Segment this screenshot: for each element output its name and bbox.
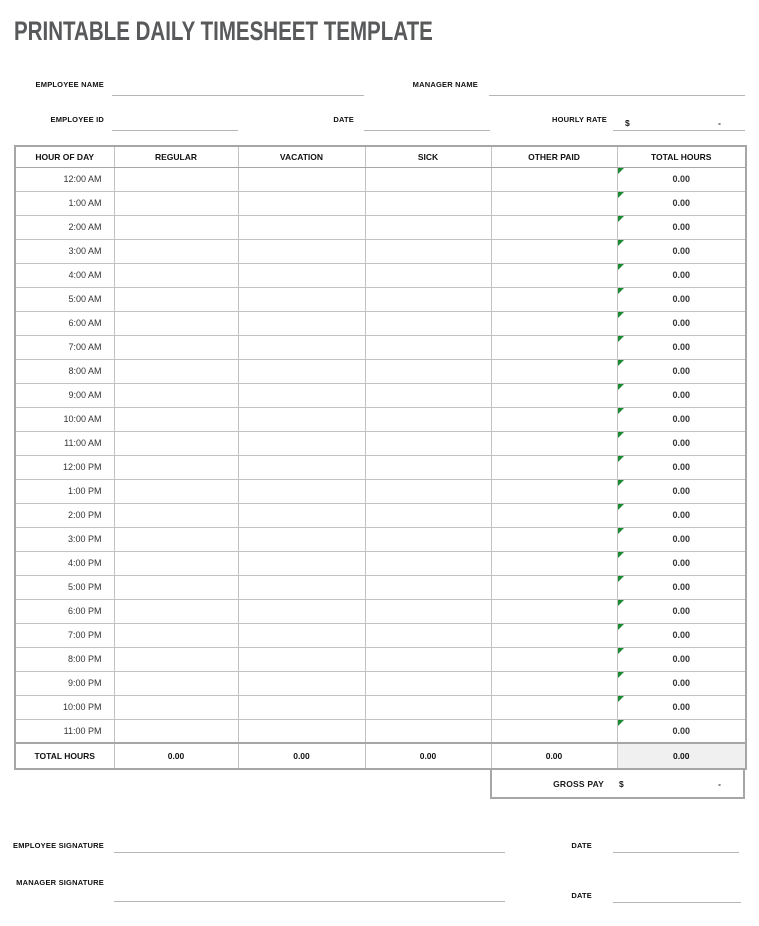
- employee-name-input[interactable]: [112, 80, 364, 96]
- regular-cell[interactable]: [114, 647, 238, 671]
- regular-cell[interactable]: [114, 167, 238, 191]
- employee-signature-date-label: DATE: [571, 841, 592, 850]
- formula-indicator-icon: [618, 216, 625, 223]
- total-hours-cell: [617, 551, 746, 575]
- hour-of-day-cell: 1:00 PM: [15, 479, 114, 503]
- timesheet-row: [15, 335, 746, 359]
- vacation-cell[interactable]: [238, 671, 365, 695]
- formula-indicator-icon: [618, 168, 625, 175]
- formula-indicator-icon: [618, 408, 625, 415]
- gross-pay-value[interactable]: -: [718, 778, 721, 789]
- hour-of-day-cell: 11:00 AM: [15, 431, 114, 455]
- total-hours-value: 0.00: [672, 246, 691, 256]
- date-label: DATE: [333, 115, 354, 124]
- total-hours-cell: [617, 623, 746, 647]
- vacation-cell[interactable]: [238, 527, 365, 551]
- total-hours-value: 0.00: [672, 174, 691, 184]
- other-paid-cell[interactable]: [491, 503, 617, 527]
- sick-cell[interactable]: [365, 599, 491, 623]
- other-paid-cell[interactable]: [491, 551, 617, 575]
- total-hours-value: 0.00: [672, 318, 691, 328]
- other-paid-cell[interactable]: [491, 647, 617, 671]
- hour-of-day-cell: 3:00 PM: [15, 527, 114, 551]
- hourly-rate-input[interactable]: [613, 115, 745, 131]
- total-hours-cell: [617, 455, 746, 479]
- hour-of-day-cell: 7:00 AM: [15, 335, 114, 359]
- other-paid-cell[interactable]: [491, 527, 617, 551]
- total-hours-value: 0.00: [672, 654, 691, 664]
- vacation-cell[interactable]: [238, 719, 365, 743]
- regular-cell[interactable]: [114, 719, 238, 743]
- vacation-cell[interactable]: [238, 431, 365, 455]
- gross-pay-label: GROSS PAY: [553, 778, 604, 789]
- sick-cell[interactable]: [365, 407, 491, 431]
- regular-cell[interactable]: [114, 575, 238, 599]
- total-hours-value: 0.00: [672, 486, 691, 496]
- vacation-cell[interactable]: [238, 215, 365, 239]
- hour-of-day-cell: 8:00 PM: [15, 647, 114, 671]
- total-hours-cell: [617, 215, 746, 239]
- manager-signature-date-label: DATE: [571, 891, 592, 900]
- total-hours-row: [15, 743, 746, 769]
- vacation-cell[interactable]: [238, 239, 365, 263]
- sick-cell[interactable]: [365, 551, 491, 575]
- total-hours-value: 0.00: [672, 678, 691, 688]
- total-hours-value: 0.00: [672, 222, 691, 232]
- total-other-paid-cell: 0.00: [491, 743, 617, 769]
- other-paid-cell[interactable]: [491, 623, 617, 647]
- hourly-rate-value: -: [718, 118, 721, 128]
- other-paid-cell[interactable]: [491, 599, 617, 623]
- total-hours-cell: [617, 575, 746, 599]
- total-hours-value: 0.00: [672, 558, 691, 568]
- regular-cell[interactable]: [114, 455, 238, 479]
- hour-of-day-cell: 12:00 PM: [15, 455, 114, 479]
- formula-indicator-icon: [618, 624, 625, 631]
- formula-indicator-icon: [618, 360, 625, 367]
- regular-cell[interactable]: [114, 527, 238, 551]
- employee-signature-date-line[interactable]: [613, 840, 739, 853]
- formula-indicator-icon: [618, 648, 625, 655]
- timesheet-row: [15, 479, 746, 503]
- formula-indicator-icon: [618, 528, 625, 535]
- column-header-total-hours: TOTAL HOURS: [617, 146, 746, 167]
- total-hours-cell: [617, 191, 746, 215]
- regular-cell[interactable]: [114, 551, 238, 575]
- regular-cell[interactable]: [114, 263, 238, 287]
- timesheet-row: [15, 623, 746, 647]
- timesheet-table: [14, 145, 747, 770]
- formula-indicator-icon: [618, 192, 625, 199]
- formula-indicator-icon: [618, 336, 625, 343]
- sick-cell[interactable]: [365, 263, 491, 287]
- timesheet-row: [15, 647, 746, 671]
- regular-cell[interactable]: [114, 695, 238, 719]
- manager-name-label: MANAGER NAME: [412, 80, 478, 89]
- total-hours-cell: [617, 287, 746, 311]
- sick-cell[interactable]: [365, 527, 491, 551]
- other-paid-cell[interactable]: [491, 335, 617, 359]
- formula-indicator-icon: [618, 264, 625, 271]
- total-hours-value: 0.00: [672, 534, 691, 544]
- hour-of-day-cell: 3:00 AM: [15, 239, 114, 263]
- sick-cell[interactable]: [365, 575, 491, 599]
- formula-indicator-icon: [618, 672, 625, 679]
- regular-cell[interactable]: [114, 599, 238, 623]
- hour-of-day-cell: 5:00 AM: [15, 287, 114, 311]
- column-header-vacation: VACATION: [238, 146, 365, 167]
- hour-of-day-cell: 10:00 PM: [15, 695, 114, 719]
- regular-cell[interactable]: [114, 431, 238, 455]
- column-header-sick: SICK: [365, 146, 491, 167]
- other-paid-cell[interactable]: [491, 407, 617, 431]
- total-hours-cell: [617, 311, 746, 335]
- vacation-cell[interactable]: [238, 599, 365, 623]
- hour-of-day-cell: 2:00 AM: [15, 215, 114, 239]
- sick-cell[interactable]: [365, 239, 491, 263]
- vacation-cell[interactable]: [238, 623, 365, 647]
- formula-indicator-icon: [618, 456, 625, 463]
- sick-cell[interactable]: [365, 671, 491, 695]
- formula-indicator-icon: [618, 552, 625, 559]
- vacation-cell[interactable]: [238, 455, 365, 479]
- total-hours-cell: [617, 647, 746, 671]
- other-paid-cell[interactable]: [491, 263, 617, 287]
- vacation-cell[interactable]: [238, 383, 365, 407]
- total-hours-cell: [617, 503, 746, 527]
- other-paid-cell[interactable]: [491, 575, 617, 599]
- other-paid-cell[interactable]: [491, 167, 617, 191]
- regular-cell[interactable]: [114, 503, 238, 527]
- employee-id-input[interactable]: [112, 115, 238, 131]
- hour-of-day-cell: 6:00 PM: [15, 599, 114, 623]
- manager-name-input[interactable]: [489, 80, 745, 96]
- vacation-cell[interactable]: [238, 287, 365, 311]
- vacation-cell[interactable]: [238, 311, 365, 335]
- total-hours-cell: [617, 383, 746, 407]
- regular-cell[interactable]: [114, 215, 238, 239]
- sick-cell[interactable]: [365, 335, 491, 359]
- regular-cell[interactable]: [114, 671, 238, 695]
- manager-signature-label: MANAGER SIGNATURE: [16, 878, 104, 887]
- total-hours-cell: [617, 335, 746, 359]
- hourly-rate-label: HOURLY RATE: [552, 115, 607, 124]
- total-hours-cell: [617, 431, 746, 455]
- total-hours-value: 0.00: [672, 510, 691, 520]
- formula-indicator-icon: [618, 312, 625, 319]
- total-hours-cell: [617, 263, 746, 287]
- vacation-cell[interactable]: [238, 407, 365, 431]
- total-vacation-cell: 0.00: [238, 743, 365, 769]
- date-value: [364, 128, 490, 130]
- timesheet-row: [15, 359, 746, 383]
- column-header-regular: REGULAR: [114, 146, 238, 167]
- sick-cell[interactable]: [365, 215, 491, 239]
- hour-of-day-cell: 8:00 AM: [15, 359, 114, 383]
- employee-id-value: [112, 128, 238, 130]
- sick-cell[interactable]: [365, 311, 491, 335]
- timesheet-row: [15, 719, 746, 743]
- other-paid-cell[interactable]: [491, 191, 617, 215]
- other-paid-cell[interactable]: [491, 695, 617, 719]
- total-regular-cell: 0.00: [114, 743, 238, 769]
- regular-cell[interactable]: [114, 623, 238, 647]
- regular-cell[interactable]: [114, 191, 238, 215]
- vacation-cell[interactable]: [238, 551, 365, 575]
- total-hours-cell: [617, 239, 746, 263]
- timesheet-row: [15, 671, 746, 695]
- other-paid-cell[interactable]: [491, 479, 617, 503]
- formula-indicator-icon: [618, 504, 625, 511]
- manager-signature-line[interactable]: [114, 889, 505, 902]
- timesheet-row: [15, 551, 746, 575]
- total-hours-value: 0.00: [672, 342, 691, 352]
- formula-indicator-icon: [618, 480, 625, 487]
- hour-of-day-cell: 5:00 PM: [15, 575, 114, 599]
- regular-cell[interactable]: [114, 311, 238, 335]
- regular-cell[interactable]: [114, 239, 238, 263]
- total-hours-cell: [617, 167, 746, 191]
- total-hours-value: 0.00: [672, 390, 691, 400]
- other-paid-cell[interactable]: [491, 239, 617, 263]
- sick-cell[interactable]: [365, 695, 491, 719]
- timesheet-row: [15, 503, 746, 527]
- column-header-other-paid: OTHER PAID: [491, 146, 617, 167]
- sick-cell[interactable]: [365, 479, 491, 503]
- formula-indicator-icon: [618, 384, 625, 391]
- sick-cell[interactable]: [365, 647, 491, 671]
- regular-cell[interactable]: [114, 287, 238, 311]
- timesheet-row: [15, 263, 746, 287]
- formula-indicator-icon: [618, 432, 625, 439]
- vacation-cell[interactable]: [238, 647, 365, 671]
- total-hours-cell: [617, 407, 746, 431]
- page-title: PRINTABLE DAILY TIMESHEET TEMPLATE: [14, 16, 433, 46]
- manager-signature-date-line[interactable]: [613, 890, 741, 903]
- total-hours-value: 0.00: [672, 702, 691, 712]
- timesheet-row: [15, 287, 746, 311]
- hour-of-day-cell: 7:00 PM: [15, 623, 114, 647]
- table-header-row: [15, 146, 746, 167]
- vacation-cell[interactable]: [238, 695, 365, 719]
- sick-cell[interactable]: [365, 287, 491, 311]
- hour-of-day-cell: 6:00 AM: [15, 311, 114, 335]
- hour-of-day-cell: 4:00 PM: [15, 551, 114, 575]
- timesheet-row: [15, 407, 746, 431]
- date-input[interactable]: [364, 115, 490, 131]
- total-hours-cell: [617, 527, 746, 551]
- total-hours-value: 0.00: [672, 582, 691, 592]
- total-hours-cell: [617, 599, 746, 623]
- sick-cell[interactable]: [365, 503, 491, 527]
- employee-name-label: EMPLOYEE NAME: [35, 80, 104, 89]
- total-hours-value: 0.00: [672, 630, 691, 640]
- timesheet-row: [15, 215, 746, 239]
- timesheet-row: [15, 191, 746, 215]
- employee-signature-label: EMPLOYEE SIGNATURE: [13, 841, 104, 850]
- timesheet-table-body: [15, 167, 746, 743]
- hour-of-day-cell: 9:00 AM: [15, 383, 114, 407]
- total-hours-value: 0.00: [672, 606, 691, 616]
- total-hours-value: 0.00: [672, 725, 691, 736]
- formula-indicator-icon: [618, 720, 625, 727]
- formula-indicator-icon: [618, 576, 625, 583]
- timesheet-row: [15, 239, 746, 263]
- sick-cell[interactable]: [365, 719, 491, 743]
- timesheet-row: [15, 527, 746, 551]
- total-hours-value: 0.00: [672, 462, 691, 472]
- dollar-sign-icon: $: [619, 778, 624, 789]
- vacation-cell[interactable]: [238, 575, 365, 599]
- hour-of-day-cell: 2:00 PM: [15, 503, 114, 527]
- regular-cell[interactable]: [114, 407, 238, 431]
- total-hours-cell: [617, 719, 746, 743]
- total-hours-value: 0.00: [672, 438, 691, 448]
- other-paid-cell[interactable]: [491, 431, 617, 455]
- employee-name-value: [112, 93, 364, 95]
- sick-cell[interactable]: [365, 623, 491, 647]
- sick-cell[interactable]: [365, 167, 491, 191]
- hour-of-day-cell: 9:00 PM: [15, 671, 114, 695]
- sick-cell[interactable]: [365, 455, 491, 479]
- formula-indicator-icon: [618, 600, 625, 607]
- timesheet-row: [15, 695, 746, 719]
- other-paid-cell[interactable]: [491, 215, 617, 239]
- other-paid-cell[interactable]: [491, 383, 617, 407]
- vacation-cell[interactable]: [238, 479, 365, 503]
- hour-of-day-cell: 10:00 AM: [15, 407, 114, 431]
- formula-indicator-icon: [618, 240, 625, 247]
- total-hours-cell: [617, 695, 746, 719]
- formula-indicator-icon: [618, 288, 625, 295]
- hour-of-day-cell: 1:00 AM: [15, 191, 114, 215]
- sick-cell[interactable]: [365, 383, 491, 407]
- timesheet-row: [15, 383, 746, 407]
- timesheet-row: [15, 431, 746, 455]
- hour-of-day-cell: 11:00 PM: [15, 719, 114, 743]
- vacation-cell[interactable]: [238, 503, 365, 527]
- total-sick-cell: 0.00: [365, 743, 491, 769]
- vacation-cell[interactable]: [238, 167, 365, 191]
- other-paid-cell[interactable]: [491, 671, 617, 695]
- total-hours-cell: [617, 671, 746, 695]
- column-header-hour-of-day: HOUR OF DAY: [15, 146, 114, 167]
- grand-total-hours-cell: 0.00: [617, 743, 746, 769]
- employee-id-label: EMPLOYEE ID: [50, 115, 104, 124]
- other-paid-cell[interactable]: [491, 311, 617, 335]
- regular-cell[interactable]: [114, 335, 238, 359]
- total-hours-value: 0.00: [672, 414, 691, 424]
- vacation-cell[interactable]: [238, 359, 365, 383]
- total-hours-value: 0.00: [672, 198, 691, 208]
- timesheet-row: [15, 575, 746, 599]
- regular-cell[interactable]: [114, 383, 238, 407]
- dollar-sign-icon: $: [625, 118, 630, 128]
- other-paid-cell[interactable]: [491, 287, 617, 311]
- total-hours-cell: [617, 479, 746, 503]
- sick-cell[interactable]: [365, 191, 491, 215]
- employee-signature-line[interactable]: [114, 840, 505, 853]
- hour-of-day-cell: 4:00 AM: [15, 263, 114, 287]
- total-hours-value: 0.00: [672, 270, 691, 280]
- sick-cell[interactable]: [365, 431, 491, 455]
- total-hours-value: 0.00: [672, 366, 691, 376]
- regular-cell[interactable]: [114, 479, 238, 503]
- other-paid-cell[interactable]: [491, 455, 617, 479]
- vacation-cell[interactable]: [238, 263, 365, 287]
- formula-indicator-icon: [618, 696, 625, 703]
- hour-of-day-cell: 12:00 AM: [15, 167, 114, 191]
- timesheet-row: [15, 311, 746, 335]
- sick-cell[interactable]: [365, 359, 491, 383]
- timesheet-row: [15, 599, 746, 623]
- timesheet-row: [15, 167, 746, 191]
- vacation-cell[interactable]: [238, 335, 365, 359]
- other-paid-cell[interactable]: [491, 719, 617, 743]
- manager-name-value: [489, 93, 745, 95]
- timesheet-row: [15, 455, 746, 479]
- total-hours-cell: [617, 359, 746, 383]
- total-hours-row-label: TOTAL HOURS: [15, 743, 114, 769]
- other-paid-cell[interactable]: [491, 359, 617, 383]
- regular-cell[interactable]: [114, 359, 238, 383]
- gross-pay-box: [490, 770, 745, 799]
- total-hours-value: 0.00: [672, 294, 691, 304]
- vacation-cell[interactable]: [238, 191, 365, 215]
